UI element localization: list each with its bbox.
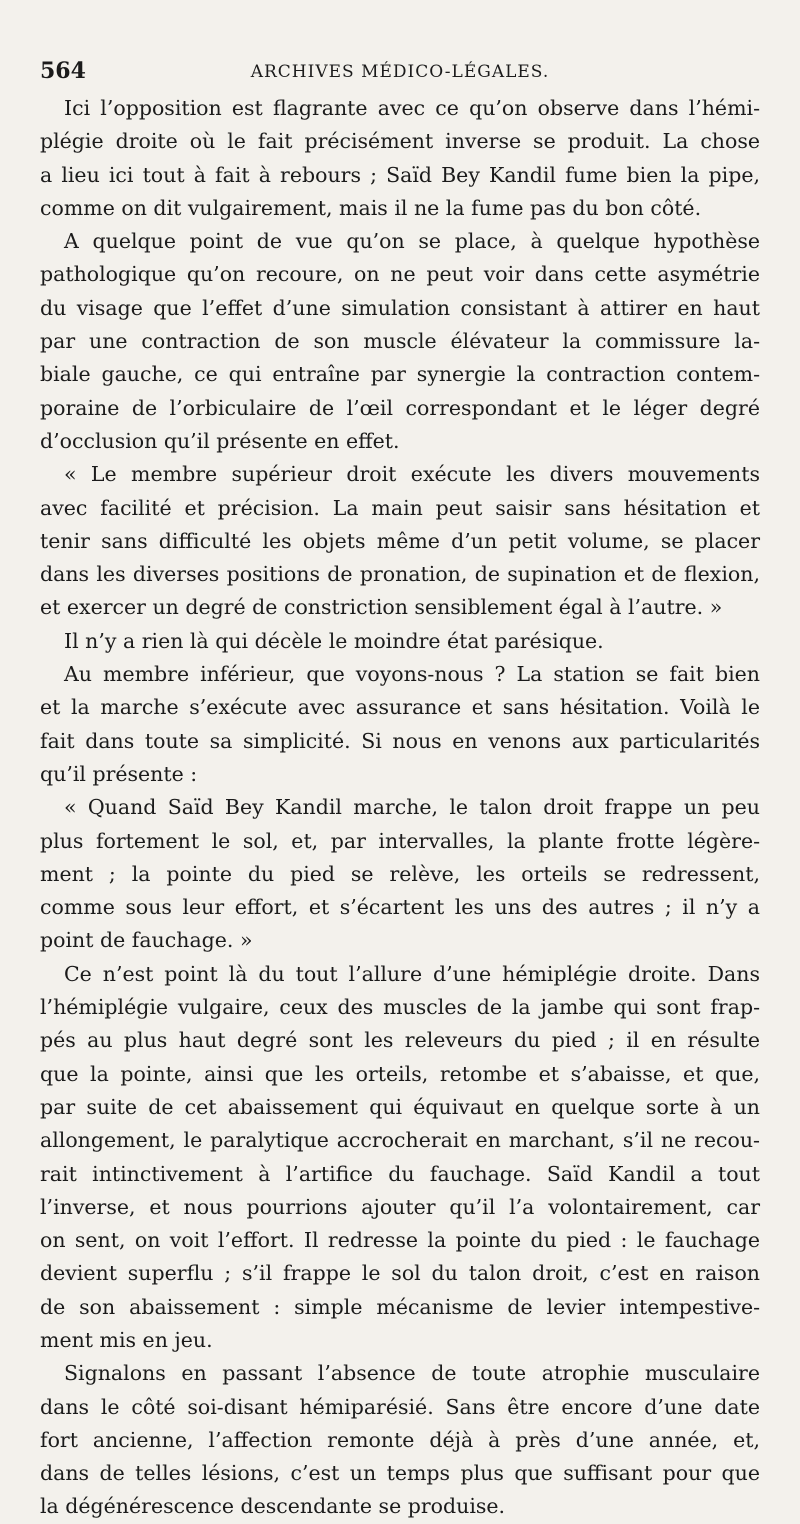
text-line: ment ; la pointe du pied se relève, les orteils se redressent,: [40, 861, 760, 886]
text-line: « Le membre supérieur droit exécute les divers mouvements: [64, 462, 760, 487]
text-line: par une contraction de son muscle élévateur la commissure la-: [40, 329, 760, 354]
text-line: Au membre inférieur, que voyons-nous ? La station se fait bien: [64, 662, 760, 687]
text-line: rait intinctivement à l’artifice du fauchage. Saïd Kandil a tout: [40, 1161, 760, 1186]
page-header: [40, 58, 760, 92]
text-line: a lieu ici tout à fait à rebours ; Saïd Bey Kandil fume bien la pipe,: [40, 162, 760, 187]
text-line: qu’il présente :: [40, 761, 198, 786]
text-line: fait dans toute sa simplicité. Si nous en venons aux particularités: [40, 728, 760, 753]
text-line: tenir sans difficulté les objets même d’un petit volume, se placer: [40, 528, 760, 553]
text-line: « Quand Saïd Bey Kandil marche, le talon droit frappe un peu: [64, 795, 760, 820]
text-line: on sent, on voit l’effort. Il redresse la pointe du pied : le fauchage: [40, 1228, 760, 1253]
text-line: comme on dit vulgairement, mais il ne la fume pas du bon côté.: [40, 195, 702, 220]
text-line: Ici l’opposition est flagrante avec ce qu’on observe dans l’hémi-: [64, 96, 760, 120]
text-line: plégie droite où le fait précisément inverse se produit. La chose: [40, 129, 760, 154]
text-line: pés au plus haut degré sont les releveurs du pied ; il en résulte: [40, 1028, 760, 1053]
text-line: dans les diverses positions de pronation, de supination et de flexion,: [40, 562, 760, 587]
running-title: ARCHIVES MÉDICO-LÉGALES.: [250, 62, 550, 82]
text-line: poraine de l’orbiculaire de l’œil correspondant et le léger degré: [40, 395, 760, 420]
text-line: dans le côté soi-disant hémiparésié. Sans être encore d’une date: [40, 1394, 760, 1419]
text-line: de son abaissement : simple mécanisme de levier intempestive-: [40, 1294, 760, 1319]
text-line: du visage que l’effet d’une simulation consistant à attirer en haut: [40, 295, 760, 320]
text-line: point de fauchage. »: [40, 928, 253, 953]
text-line: biale gauche, ce qui entraîne par synergie la contraction contem-: [40, 362, 760, 387]
text-line: et la marche s’exécute avec assurance et sans hésitation. Voilà le: [40, 695, 760, 720]
text-line: ment mis en jeu.: [40, 1327, 213, 1352]
body-text: [40, 92, 760, 1524]
text-line: et exercer un degré de constriction sensiblement égal à l’autre. »: [40, 595, 723, 620]
text-line: la dégénérescence descendante se produise.: [40, 1494, 506, 1519]
text-line: devient superflu ; s’il frappe le sol du talon droit, c’est en raison: [40, 1261, 760, 1286]
text-line: d’occlusion qu’il présente en effet.: [40, 428, 400, 453]
text-line: pathologique qu’on recoure, on ne peut voir dans cette asymétrie: [40, 262, 760, 287]
text-line: allongement, le paralytique accrocherait en marchant, s’il ne recou-: [40, 1128, 760, 1153]
text-line: que la pointe, ainsi que les orteils, retombe et s’abaisse, et que,: [40, 1061, 760, 1086]
text-line: dans de telles lésions, c’est un temps plus que suffisant pour que: [40, 1461, 760, 1486]
text-line: l’inverse, et nous pourrions ajouter qu’il l’a volontairement, car: [40, 1194, 760, 1219]
text-line: Signalons en passant l’absence de toute atrophie musculaire: [64, 1361, 760, 1386]
text-line: plus fortement le sol, et, par intervalles, la plante frotte légère-: [40, 828, 760, 853]
text-line: Ce n’est point là du tout l’allure d’une hémiplégie droite. Dans: [64, 961, 760, 986]
text-line: fort ancienne, l’affection remonte déjà à près d’une année, et,: [40, 1427, 760, 1452]
text-line: l’hémiplégie vulgaire, ceux des muscles de la jambe qui sont frap-: [40, 995, 760, 1020]
page-number: 564: [40, 58, 86, 84]
text-line: avec facilité et précision. La main peut saisir sans hésitation et: [40, 495, 760, 520]
text-line: par suite de cet abaissement qui équivaut en quelque sorte à un: [40, 1094, 760, 1119]
text-line: A quelque point de vue qu’on se place, à quelque hypothèse: [64, 229, 760, 254]
text-line: comme sous leur effort, et s’écartent les uns des autres ; il n’y a: [40, 895, 760, 920]
text-line: Il n’y a rien là qui décèle le moindre état parésique.: [64, 628, 604, 653]
